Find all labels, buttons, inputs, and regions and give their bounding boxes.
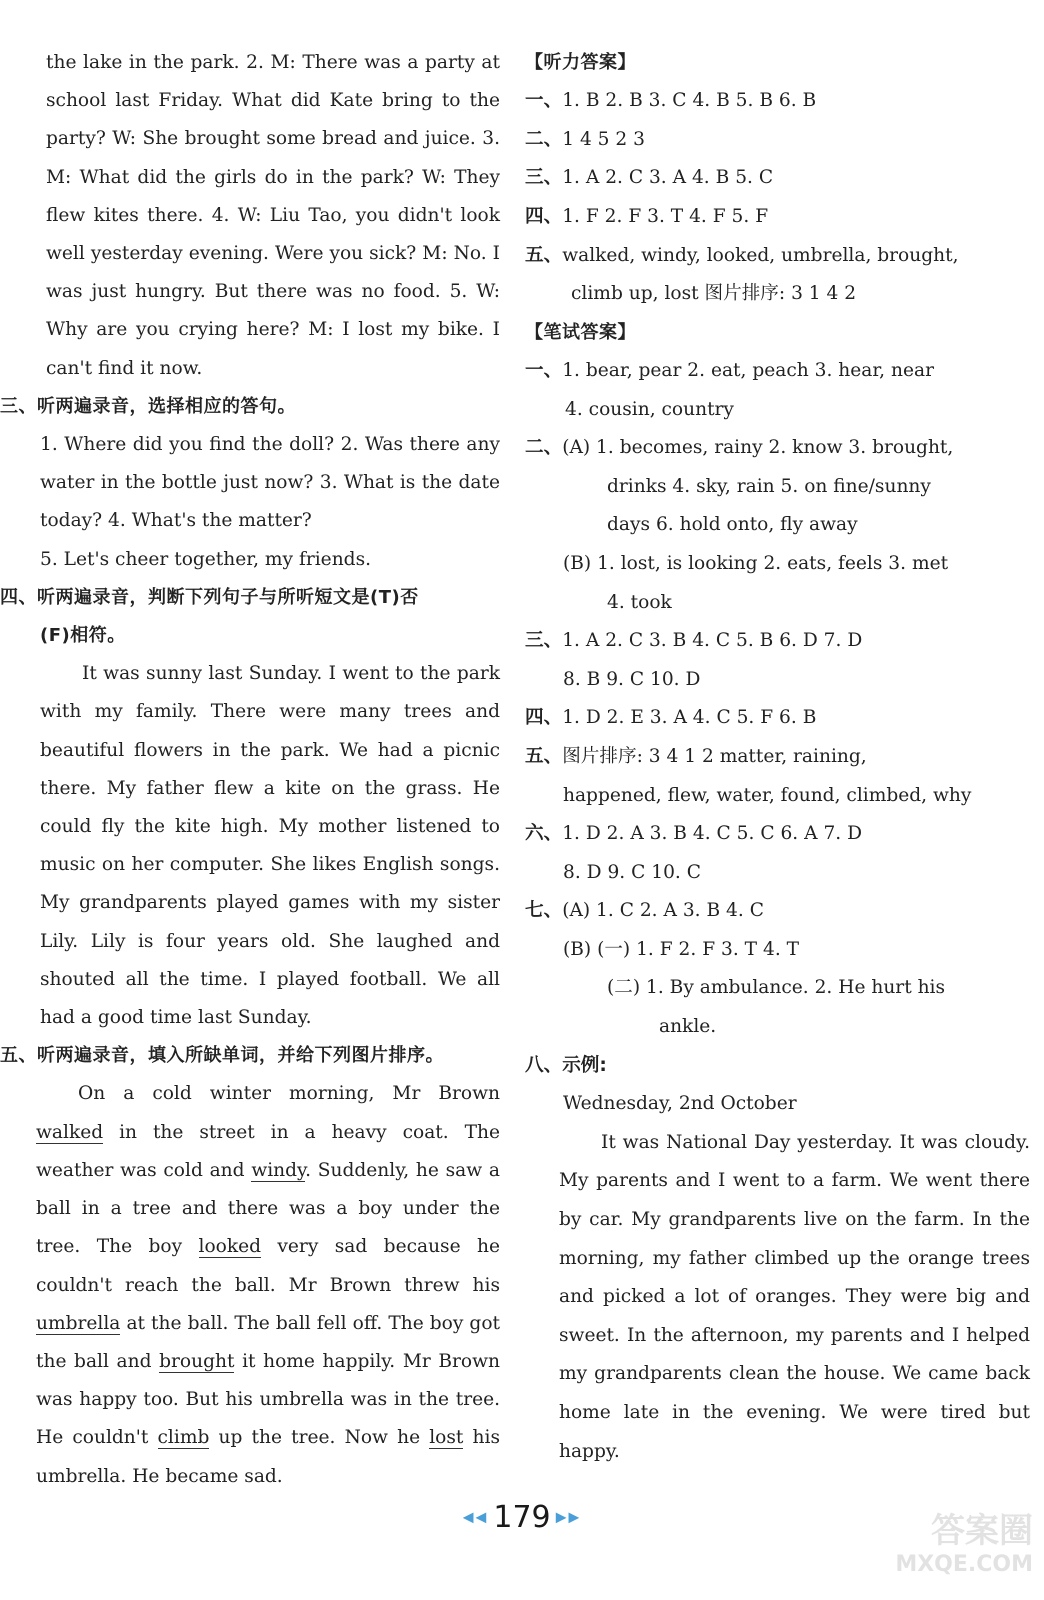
section-4-passage: It was sunny last Sunday. I went to the park with my family. There were many trees and beautiful flowers in the park. We had a picnic there. My father flew a kite on the grass. He could fly the kite high. My mother listened to music on her computer. She likes English songs. My grandparents played games with my sister Lily. Lily is four years old. She laughed and shouted all the time. I played football. We all had a good time last Sunday. bbox=[40, 663, 500, 1029]
written-5: 五、图片排序: 3 4 1 2 matter, raining, bbox=[525, 745, 867, 767]
right-column bbox=[525, 44, 1030, 1471]
section-4-title-line1: 四、听两遍录音，判断下列句子与所听短文是(T)否 bbox=[0, 586, 419, 608]
written-2a: 二、(A) 1. becomes, rainy 2. know 3. brought, bbox=[525, 437, 954, 459]
written-2b: (B) 1. lost, is looking 2. eats, feels 3. met bbox=[563, 552, 949, 574]
listen-row-5: 五、walked, windy, looked, umbrella, brought, bbox=[525, 244, 959, 266]
section-4-title-line2: (F)相符。 bbox=[40, 625, 126, 647]
written-3: 三、1. A 2. C 3. B 4. C 5. B 6. D 7. D bbox=[525, 630, 863, 652]
written-8-title: 八、示例: bbox=[525, 1054, 607, 1076]
listen-row-3: 三、1. A 2. C 3. A 4. B 5. C bbox=[525, 167, 774, 189]
listen-row-4: 四、1. F 2. F 3. T 4. F 5. F bbox=[525, 205, 769, 227]
written-4: 四、1. D 2. E 3. A 4. C 5. F 6. B bbox=[525, 707, 817, 729]
blank-answer: lost bbox=[429, 1427, 464, 1449]
written-2a-cont1: drinks 4. sky, rain 5. on fine/sunny bbox=[607, 475, 931, 497]
section-5-title: 五、听两遍录音，填入所缺单词，并给下列图片排序。 bbox=[0, 1045, 444, 1067]
section-5-story: On a cold winter morning, Mr Brown walked in the street in a heavy coat. The weather was cold and windy. Suddenly, he saw a ball in a tree and there was a boy under the tree. The boy looked very sad because he couldn't reach the ball. Mr Brown threw his umbrella at the ball. The ball fell off. The boy got the ball and brought it home happily. Mr Brown was happy too. But his umbrella was in the tree. He couldn't climb up the tree. Now he lost his umbrella. He became sad. bbox=[36, 1083, 501, 1487]
written-7c: (二) 1. By ambulance. 2. He hurt his bbox=[607, 977, 946, 999]
sample-date: Wednesday, 2nd October bbox=[563, 1093, 797, 1115]
listen-row-1: 一、1. B 2. B 3. C 4. B 5. B 6. B bbox=[525, 90, 817, 112]
blank-answer: umbrella bbox=[36, 1312, 121, 1334]
written-7c-cont: ankle. bbox=[659, 1016, 717, 1038]
written-1-cont: 4. cousin, country bbox=[565, 398, 734, 420]
listen-row-2: 二、1 4 5 2 3 bbox=[525, 128, 645, 150]
listen-row-5-cont: climb up, lost 图片排序: 3 1 4 2 bbox=[571, 283, 857, 305]
written-6: 六、1. D 2. A 3. B 4. C 5. C 6. A 7. D bbox=[525, 823, 863, 845]
script-para-1 bbox=[0, 44, 500, 388]
listening-answers-header: 【听力答案】 bbox=[525, 52, 636, 73]
section-3-title: 三、听两遍录音，选择相应的答句。 bbox=[0, 395, 296, 417]
script-text: the lake in the park. 2. M: There was a party at school last Friday. What did Kate bring to the party? W: She brought some bread and juice. 3. M: What did the girls do in the park? W: They flew kites there. 4. W: Liu Tao, you didn't look well yesterday evening. Were you sick? M: No. I was just hungry. But there was no food. 5. W: Why are you crying here? M: I lost my bike. I can't find it now. bbox=[46, 52, 500, 379]
written-1: 一、1. bear, pear 2. eat, peach 3. hear, near bbox=[525, 359, 934, 381]
sample-essay: It was National Day yesterday. It was cloudy. My parents and I went to a farm. We went there by car. My grandparents live on the farm. In the morning, my father climbed up the orange trees and picked a lot of oranges. They were big and sweet. In the afternoon, my parents and I helped my grandparents clean the house. We came back home late in the evening. We were tired but happy. bbox=[559, 1131, 1030, 1462]
section-3-text: 1. Where did you find the doll? 2. Was there any water in the bottle just now? 3. What is the date today? 4. What's the matter? bbox=[40, 434, 500, 532]
written-7a: 七、(A) 1. C 2. A 3. B 4. C bbox=[525, 900, 764, 922]
section-3-last: 5. Let's cheer together, my friends. bbox=[40, 548, 372, 570]
written-2a-cont2: days 6. hold onto, fly away bbox=[607, 514, 858, 536]
blank-answer: looked bbox=[198, 1236, 262, 1258]
watermark: 答案圈 MXQE.COM bbox=[895, 1511, 1033, 1577]
right-arrows-icon: ▶▶ bbox=[555, 1509, 582, 1526]
written-answers-header: 【笔试答案】 bbox=[525, 321, 636, 343]
written-6-cont: 8. D 9. C 10. C bbox=[563, 861, 701, 883]
blank-answer: brought bbox=[159, 1350, 235, 1372]
left-arrows-icon: ◀◀ bbox=[462, 1509, 489, 1526]
page-number-text: 179 bbox=[493, 1500, 551, 1535]
written-5-cont: happened, flew, water, found, climbed, why bbox=[563, 784, 972, 806]
blank-answer: climb bbox=[157, 1427, 210, 1449]
left-column bbox=[0, 44, 500, 1496]
blank-answer: walked bbox=[36, 1121, 104, 1143]
written-7b: (B) (一) 1. F 2. F 3. T 4. T bbox=[563, 938, 800, 960]
blank-answer: windy bbox=[251, 1159, 306, 1181]
written-3-cont: 8. B 9. C 10. D bbox=[563, 668, 701, 690]
written-2b-cont: 4. took bbox=[607, 591, 672, 613]
